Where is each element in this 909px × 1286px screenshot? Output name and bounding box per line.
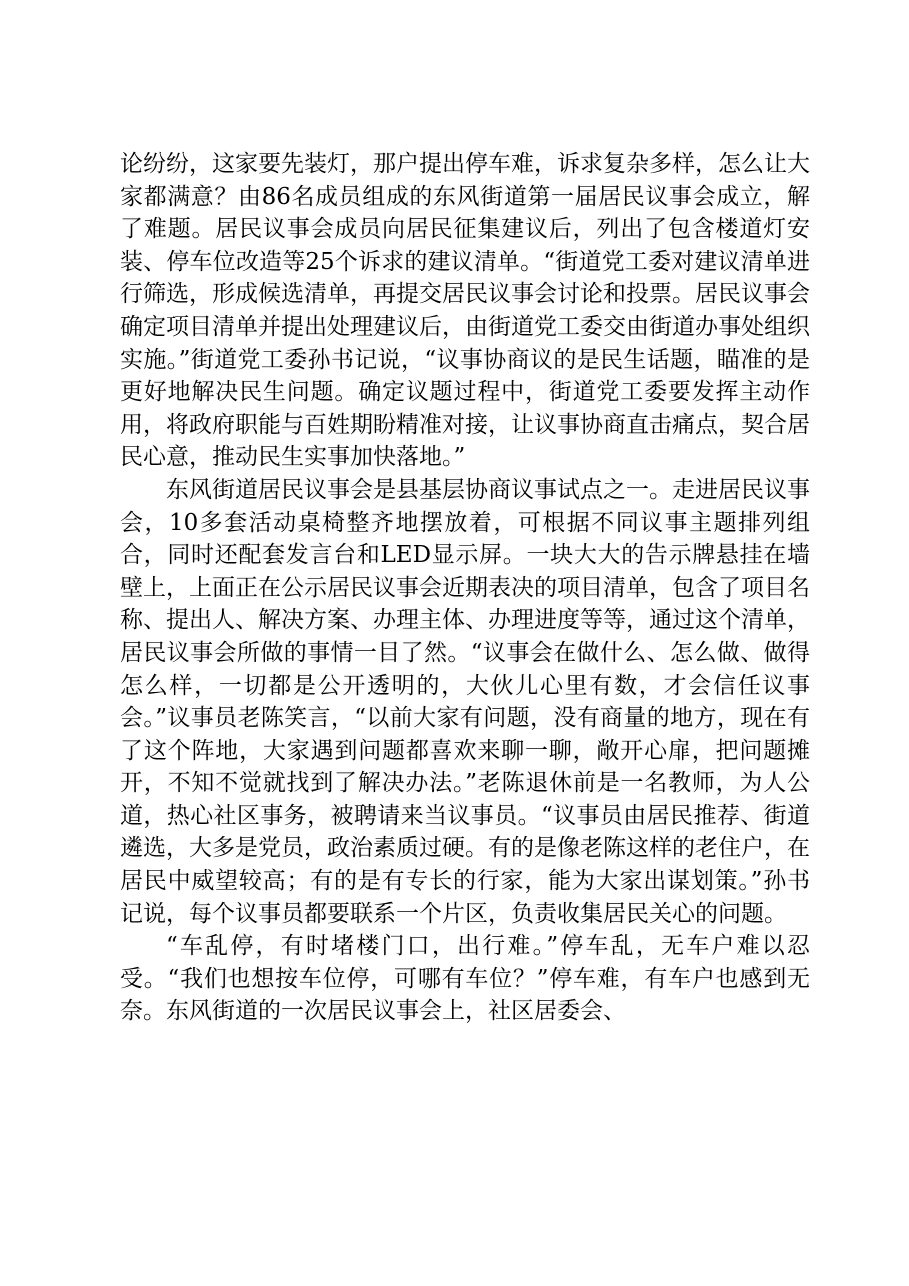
paragraph-3: “车乱停，有时堵楼门口，出行难。”停车乱，无车户难以忍受。“我们也想按车位停，可哪有车位？”停车难，有车户也感到无奈。东风街道的一次居民议事会上，社区居委会、	[120, 933, 810, 1025]
paragraph-1: 论纷纷，这家要先装灯，那户提出停车难，诉求复杂多样，怎么让大家都满意？由86名成员组成的东风街道第一届居民议事会成立，解了难题。居民议事会成员向居民征集建议后，列出了包含楼道灯安装、停车位改造等25个诉求的建议清单。“街道党工委对建议清单进行筛选，形成候选清单，再提交居民议事会讨论和投票。居民议事会确定项目清单并提出处理建议后，由街道党工委交由街道办事处组织实施。”街道党工委孙书记说，“议事协商议的是民生话题，瞄准的是更好地解决民生问题。确定议题过程中，街道党工委要发挥主动作用，将政府职能与百姓期盼精准对接，让议事协商直击痛点，契合居民心意，推动民生实事加快落地。”	[120, 151, 810, 471]
paragraph-2: 东风街道居民议事会是县基层协商议事试点之一。走进居民议事会，10多套活动桌椅整齐地摆放着，可根据不同议事主题排列组合，同时还配套发言台和LED显示屏。一块大大的告示牌悬挂在墙壁上，上面正在公示居民议事会近期表决的项目清单，包含了项目名称、提出人、解决方案、办理主体、办理进度等等，通过这个清单，居民议事会所做的事情一目了然。“议事会在做什么、怎么做、做得怎么样，一切都是公开透明的，大伙儿心里有数，才会信任议事会。”议事员老陈笑言，“以前大家有问题，没有商量的地方，现在有了这个阵地，大家遇到问题都喜欢来聊一聊，敞开心扉，把问题摊开，不知不觉就找到了解决办法。”老陈退休前是一名教师，为人公道，热心社区事务，被聘请来当议事员。“议事员由居民推荐、街道遴选，大多是党员，政治素质过硬。有的是像老陈这样的老住户，在居民中威望较高；有的是有专长的行家，能为大家出谋划策。”孙书记说，每个议事员都要联系一个片区，负责收集居民关心的问题。	[120, 476, 810, 927]
body-text	[120, 148, 810, 1028]
